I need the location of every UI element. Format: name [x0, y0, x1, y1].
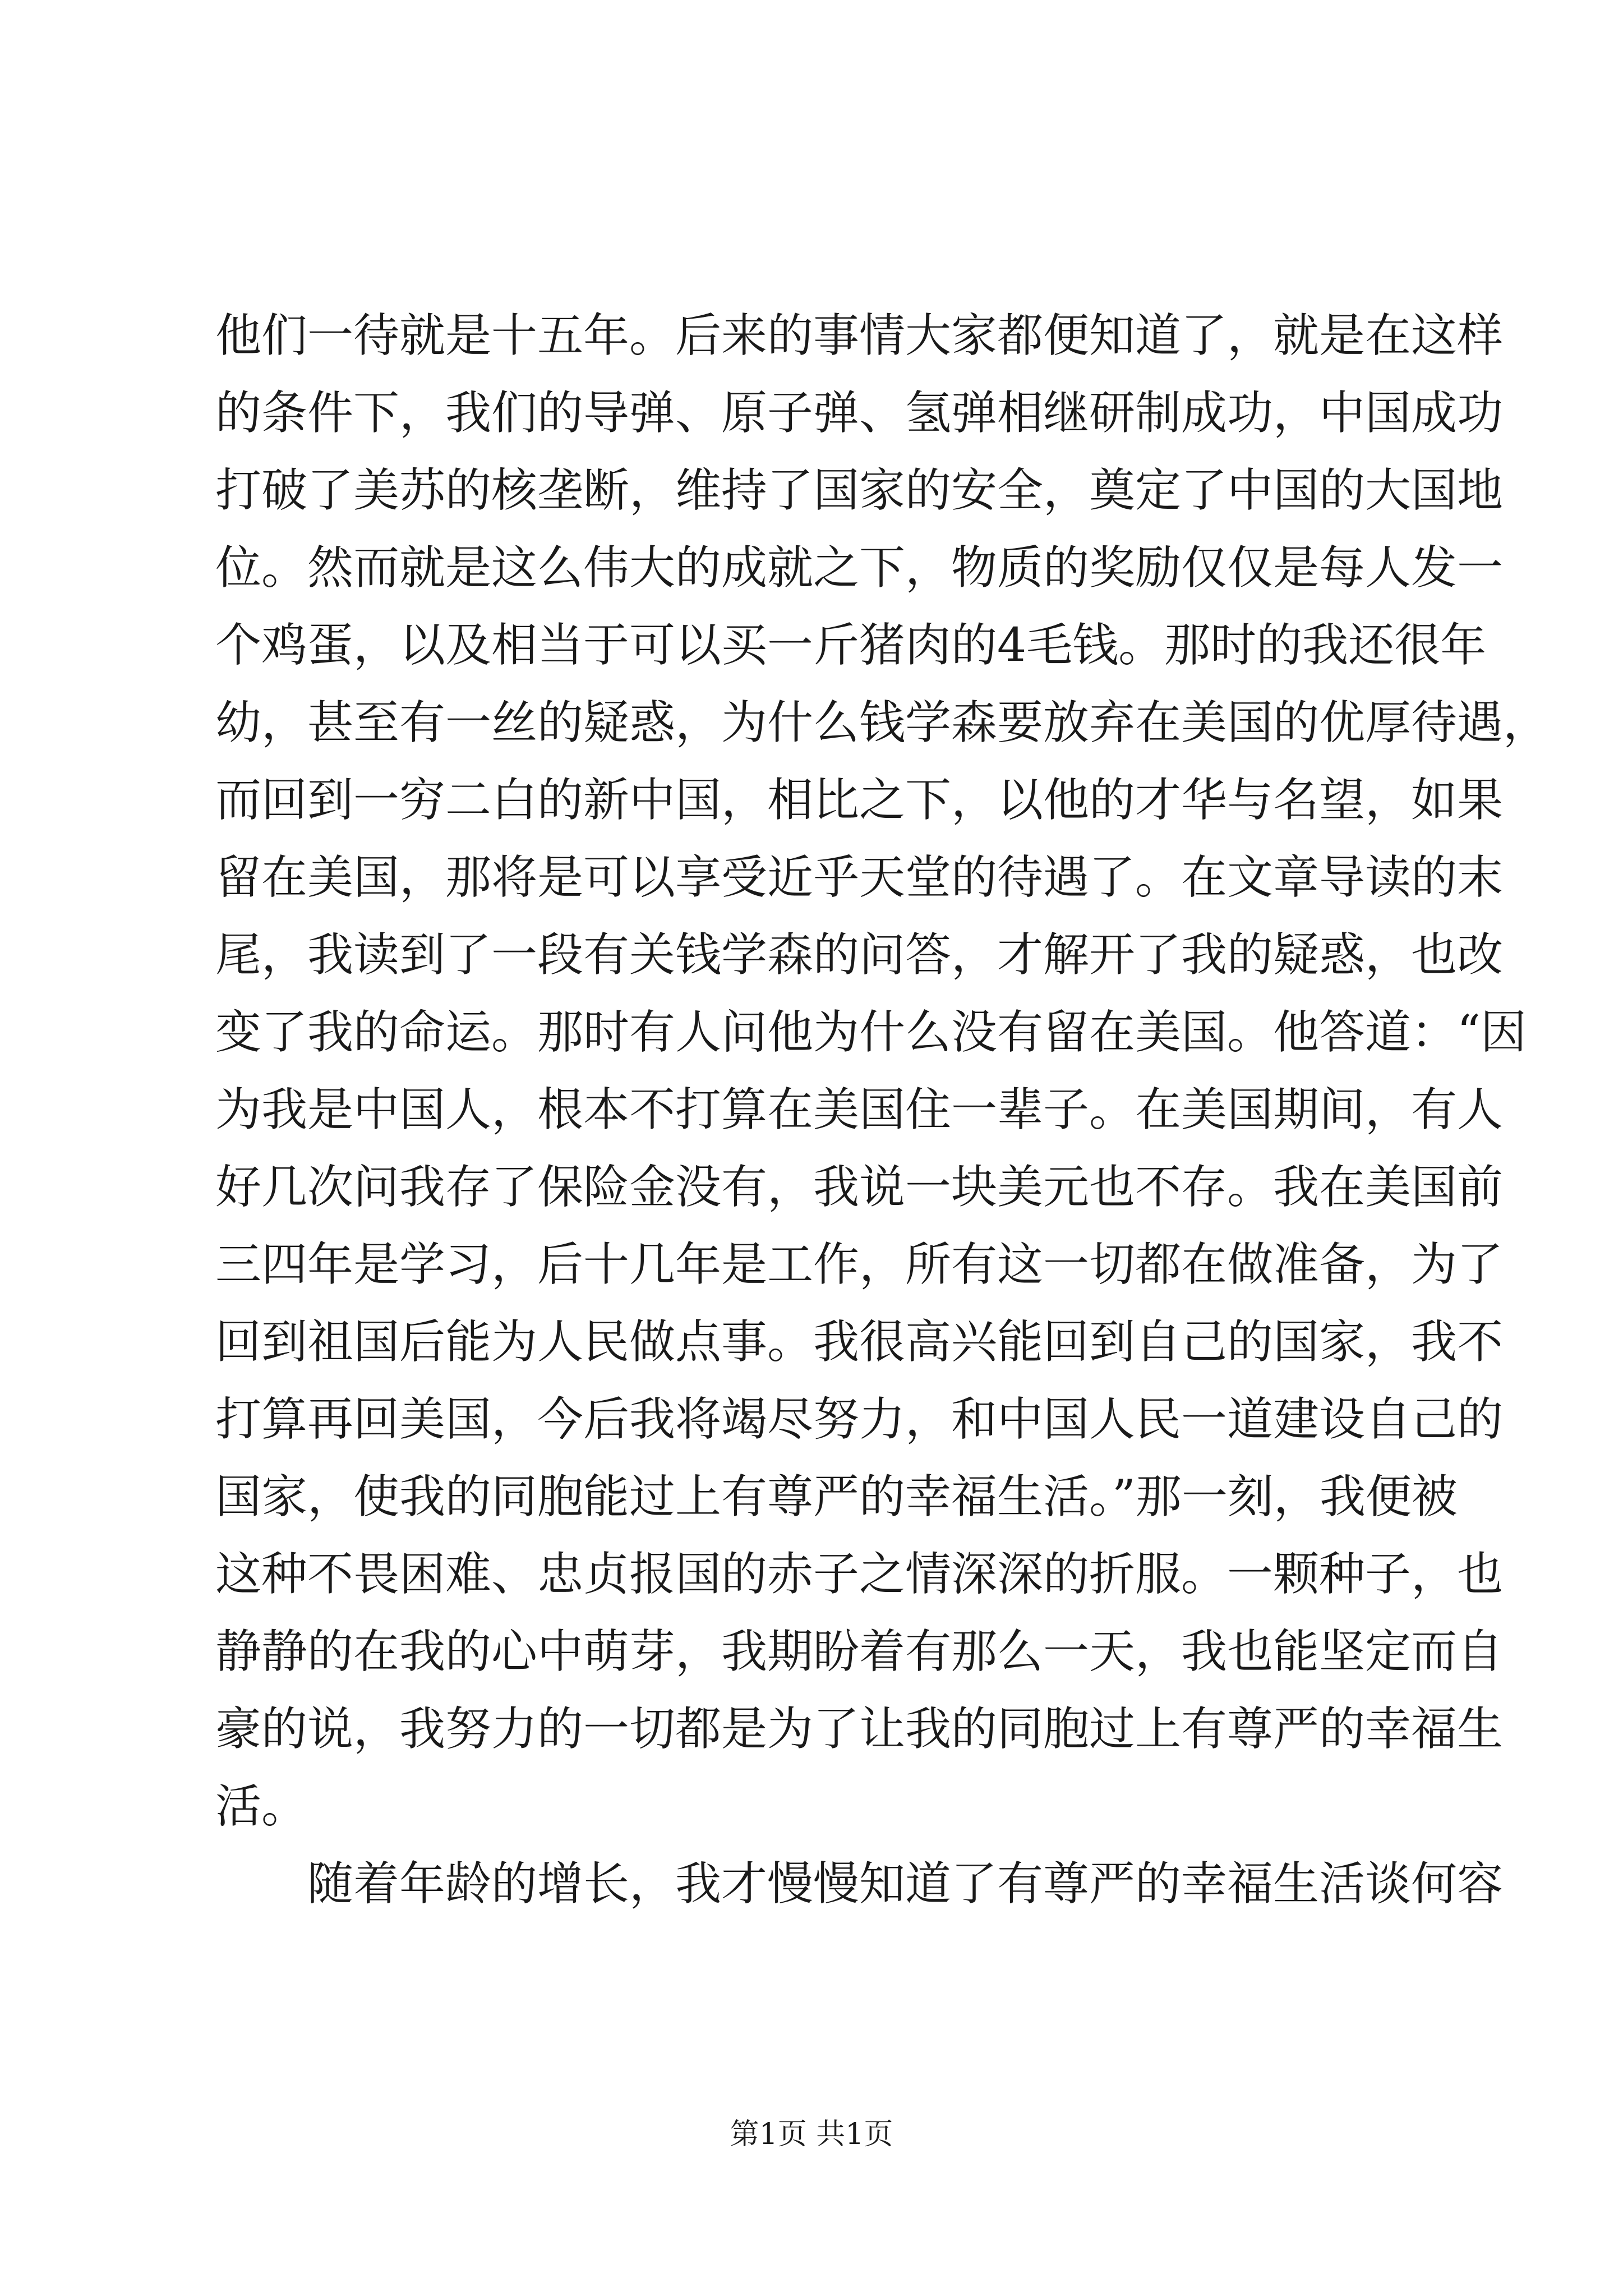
text-line: 打算再回美国，今后我将竭尽努力，和中国人民一道建设自己的 [215, 1393, 1504, 1446]
text-line: 静静的在我的心中萌芽，我期盼着有那么一天，我也能坚定而自 [215, 1625, 1504, 1678]
text-line: 幼，甚至有一丝的疑惑，为什么钱学森要放弃在美国的优厚待遇， [215, 696, 1550, 749]
text-line: 他们一待就是十五年。后来的事情大家都便知道了，就是在这样 [215, 309, 1504, 362]
text-line: 打破了美苏的核垄断，维持了国家的安全，奠定了中国的大国地 [215, 464, 1504, 517]
text-line: 这种不畏困难、忠贞报国的赤子之情深深的折服。一颗种子，也 [215, 1548, 1504, 1601]
text-line: 随着年龄的增长，我才慢慢知道了有尊严的幸福生活谈何容 [307, 1857, 1504, 1911]
text-line: 留在美国，那将是可以享受近乎天堂的待遇了。在文章导读的末 [215, 851, 1504, 904]
text-line: 个鸡蛋，以及相当于可以买一斤猪肉的4毛钱。那时的我还很年 [215, 619, 1487, 672]
text-line: 好几次问我存了保险金没有，我说一块美元也不存。我在美国前 [215, 1161, 1504, 1214]
text-line: 三四年是学习，后十几年是工作，所有这一切都在做准备，为了 [215, 1238, 1504, 1291]
page-footer: 第1页 共1页 [730, 2118, 893, 2151]
text-line: 活。 [215, 1780, 308, 1833]
document-body [215, 297, 1550, 1923]
text-line: 而回到一穷二白的新中国，相比之下，以他的才华与名望，如果 [215, 774, 1504, 827]
text-line: 豪的说，我努力的一切都是为了让我的同胞过上有尊严的幸福生 [215, 1703, 1504, 1756]
text-line: 回到祖国后能为人民做点事。我很高兴能回到自己的国家，我不 [215, 1315, 1504, 1369]
text-line: 为我是中国人，根本不打算在美国住一辈子。在美国期间，有人 [215, 1083, 1504, 1137]
text-line: 位。然而就是这么伟大的成就之下，物质的奖励仅仅是每人发一 [215, 541, 1504, 595]
text-line: 变了我的命运。那时有人问他为什么没有留在美国。他答道：“因 [215, 1006, 1527, 1059]
text-line: 尾，我读到了一段有关钱学森的问答，才解开了我的疑惑，也改 [215, 928, 1504, 982]
text-line: 国家，使我的同胞能过上有尊严的幸福生活。”那一刻，我便被 [215, 1470, 1458, 1524]
text-line: 的条件下，我们的导弹、原子弹、氢弹相继研制成功，中国成功 [215, 386, 1504, 440]
